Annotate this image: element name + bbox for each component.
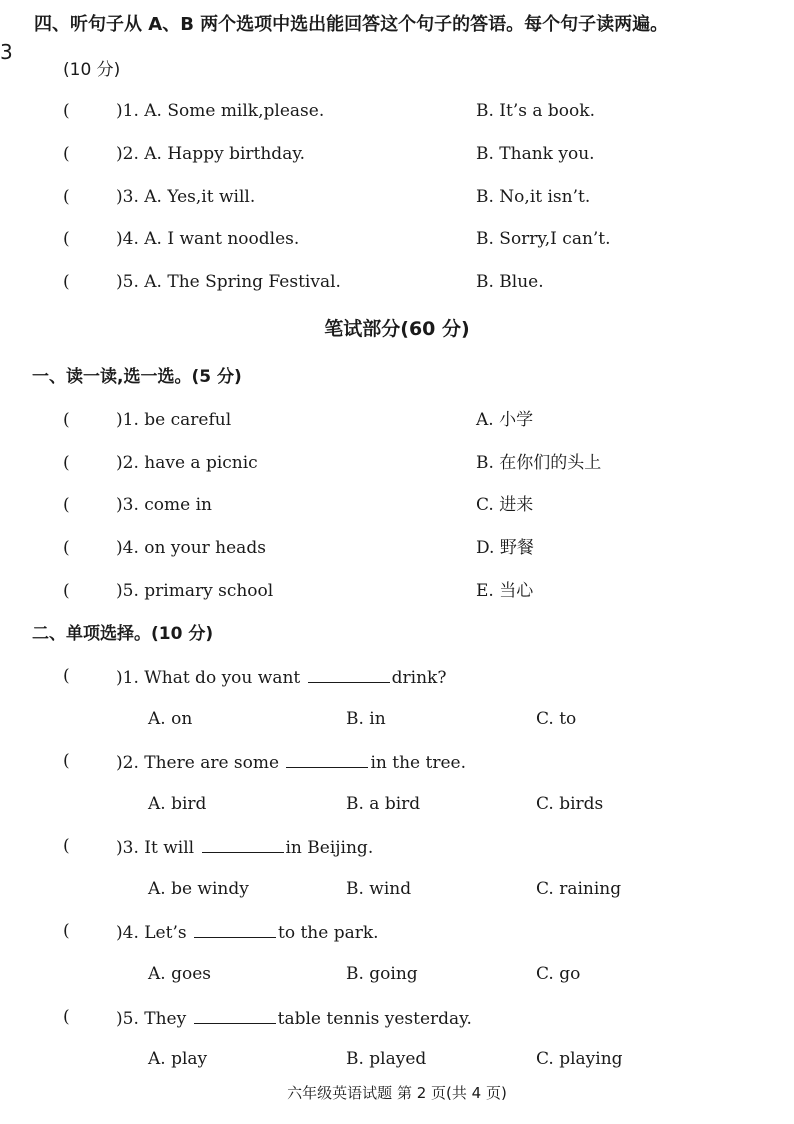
listening-points: (10 分) — [63, 60, 121, 80]
phrase-text: )3. come in — [116, 495, 212, 515]
answer-paren[interactable]: ( — [63, 581, 70, 601]
match-option: B. 在你们的头上 — [476, 453, 602, 473]
question-text: )2. A. Happy birthday. — [116, 144, 306, 164]
question-stem: )1. What do you want drink? — [116, 668, 447, 688]
choice-b: B. in — [346, 709, 386, 729]
choice-b: B. a bird — [346, 794, 421, 814]
question-text: )1. A. Some milk,please. — [116, 101, 325, 121]
answer-paren[interactable]: ( — [63, 453, 70, 473]
match-option: A. 小学 — [476, 410, 534, 430]
fill-blank[interactable] — [202, 838, 284, 853]
question-stem: )3. It will in Beijing. — [116, 838, 374, 858]
choice-c: C. raining — [536, 879, 622, 899]
answer-paren[interactable]: ( — [63, 538, 70, 558]
fill-blank[interactable] — [286, 753, 368, 768]
answer-paren[interactable]: ( — [63, 495, 70, 515]
option-b: B. It’s a book. — [476, 101, 595, 121]
phrase-text: )1. be careful — [116, 410, 232, 430]
phrase-text: )5. primary school — [116, 581, 274, 601]
choice-c: C. go — [536, 964, 581, 984]
fill-blank[interactable] — [194, 1009, 276, 1024]
question-text: )3. A. Yes,it will. — [116, 187, 256, 207]
answer-paren[interactable]: ( — [63, 187, 70, 207]
choice-b: B. played — [346, 1049, 427, 1069]
choice-a: A. bird — [148, 794, 207, 814]
match-option: E. 当心 — [476, 581, 534, 601]
answer-paren[interactable]: ( — [63, 101, 70, 121]
choice-a: A. on — [148, 709, 193, 729]
choice-a: A. goes — [148, 964, 211, 984]
choice-b: B. going — [346, 964, 418, 984]
fill-blank[interactable] — [308, 668, 390, 683]
choice-c: C. playing — [536, 1049, 623, 1069]
answer-paren[interactable]: ( — [63, 751, 70, 771]
page-footer: 六年级英语试题 第 2 页(共 4 页) — [287, 1084, 507, 1102]
answer-paren[interactable]: ( — [63, 272, 70, 292]
answer-paren[interactable]: ( — [63, 921, 70, 941]
phrase-text: )2. have a picnic — [116, 453, 258, 473]
phrase-text: )4. on your heads — [116, 538, 266, 558]
edge-mark: 3 — [0, 40, 13, 64]
choice-a: A. be windy — [148, 879, 249, 899]
listening-heading: 四、听句子从 A、B 两个选项中选出能回答这个句子的答语。每个句子读两遍。 — [34, 14, 669, 35]
written-part-title: 笔试部分(60 分) — [324, 318, 470, 340]
answer-paren[interactable]: ( — [63, 229, 70, 249]
section2-heading: 二、单项选择。(10 分) — [32, 624, 214, 644]
choice-c: C. to — [536, 709, 577, 729]
choice-a: A. play — [148, 1049, 208, 1069]
question-text: )5. A. The Spring Festival. — [116, 272, 341, 292]
choice-b: B. wind — [346, 879, 412, 899]
answer-paren[interactable]: ( — [63, 144, 70, 164]
answer-paren[interactable]: ( — [63, 1007, 70, 1027]
answer-paren[interactable]: ( — [63, 666, 70, 686]
question-stem: )5. They table tennis yesterday. — [116, 1009, 472, 1029]
question-stem: )2. There are some in the tree. — [116, 753, 467, 773]
option-b: B. Sorry,I can’t. — [476, 229, 611, 249]
match-option: C. 进来 — [476, 495, 534, 515]
question-stem: )4. Let’s to the park. — [116, 923, 379, 943]
section1-heading: 一、读一读,选一选。(5 分) — [32, 367, 242, 387]
choice-c: C. birds — [536, 794, 604, 814]
fill-blank[interactable] — [194, 923, 276, 938]
option-b: B. Blue. — [476, 272, 544, 292]
match-option: D. 野餐 — [476, 538, 534, 558]
option-b: B. Thank you. — [476, 144, 595, 164]
option-b: B. No,it isn’t. — [476, 187, 591, 207]
answer-paren[interactable]: ( — [63, 836, 70, 856]
answer-paren[interactable]: ( — [63, 410, 70, 430]
question-text: )4. A. I want noodles. — [116, 229, 300, 249]
